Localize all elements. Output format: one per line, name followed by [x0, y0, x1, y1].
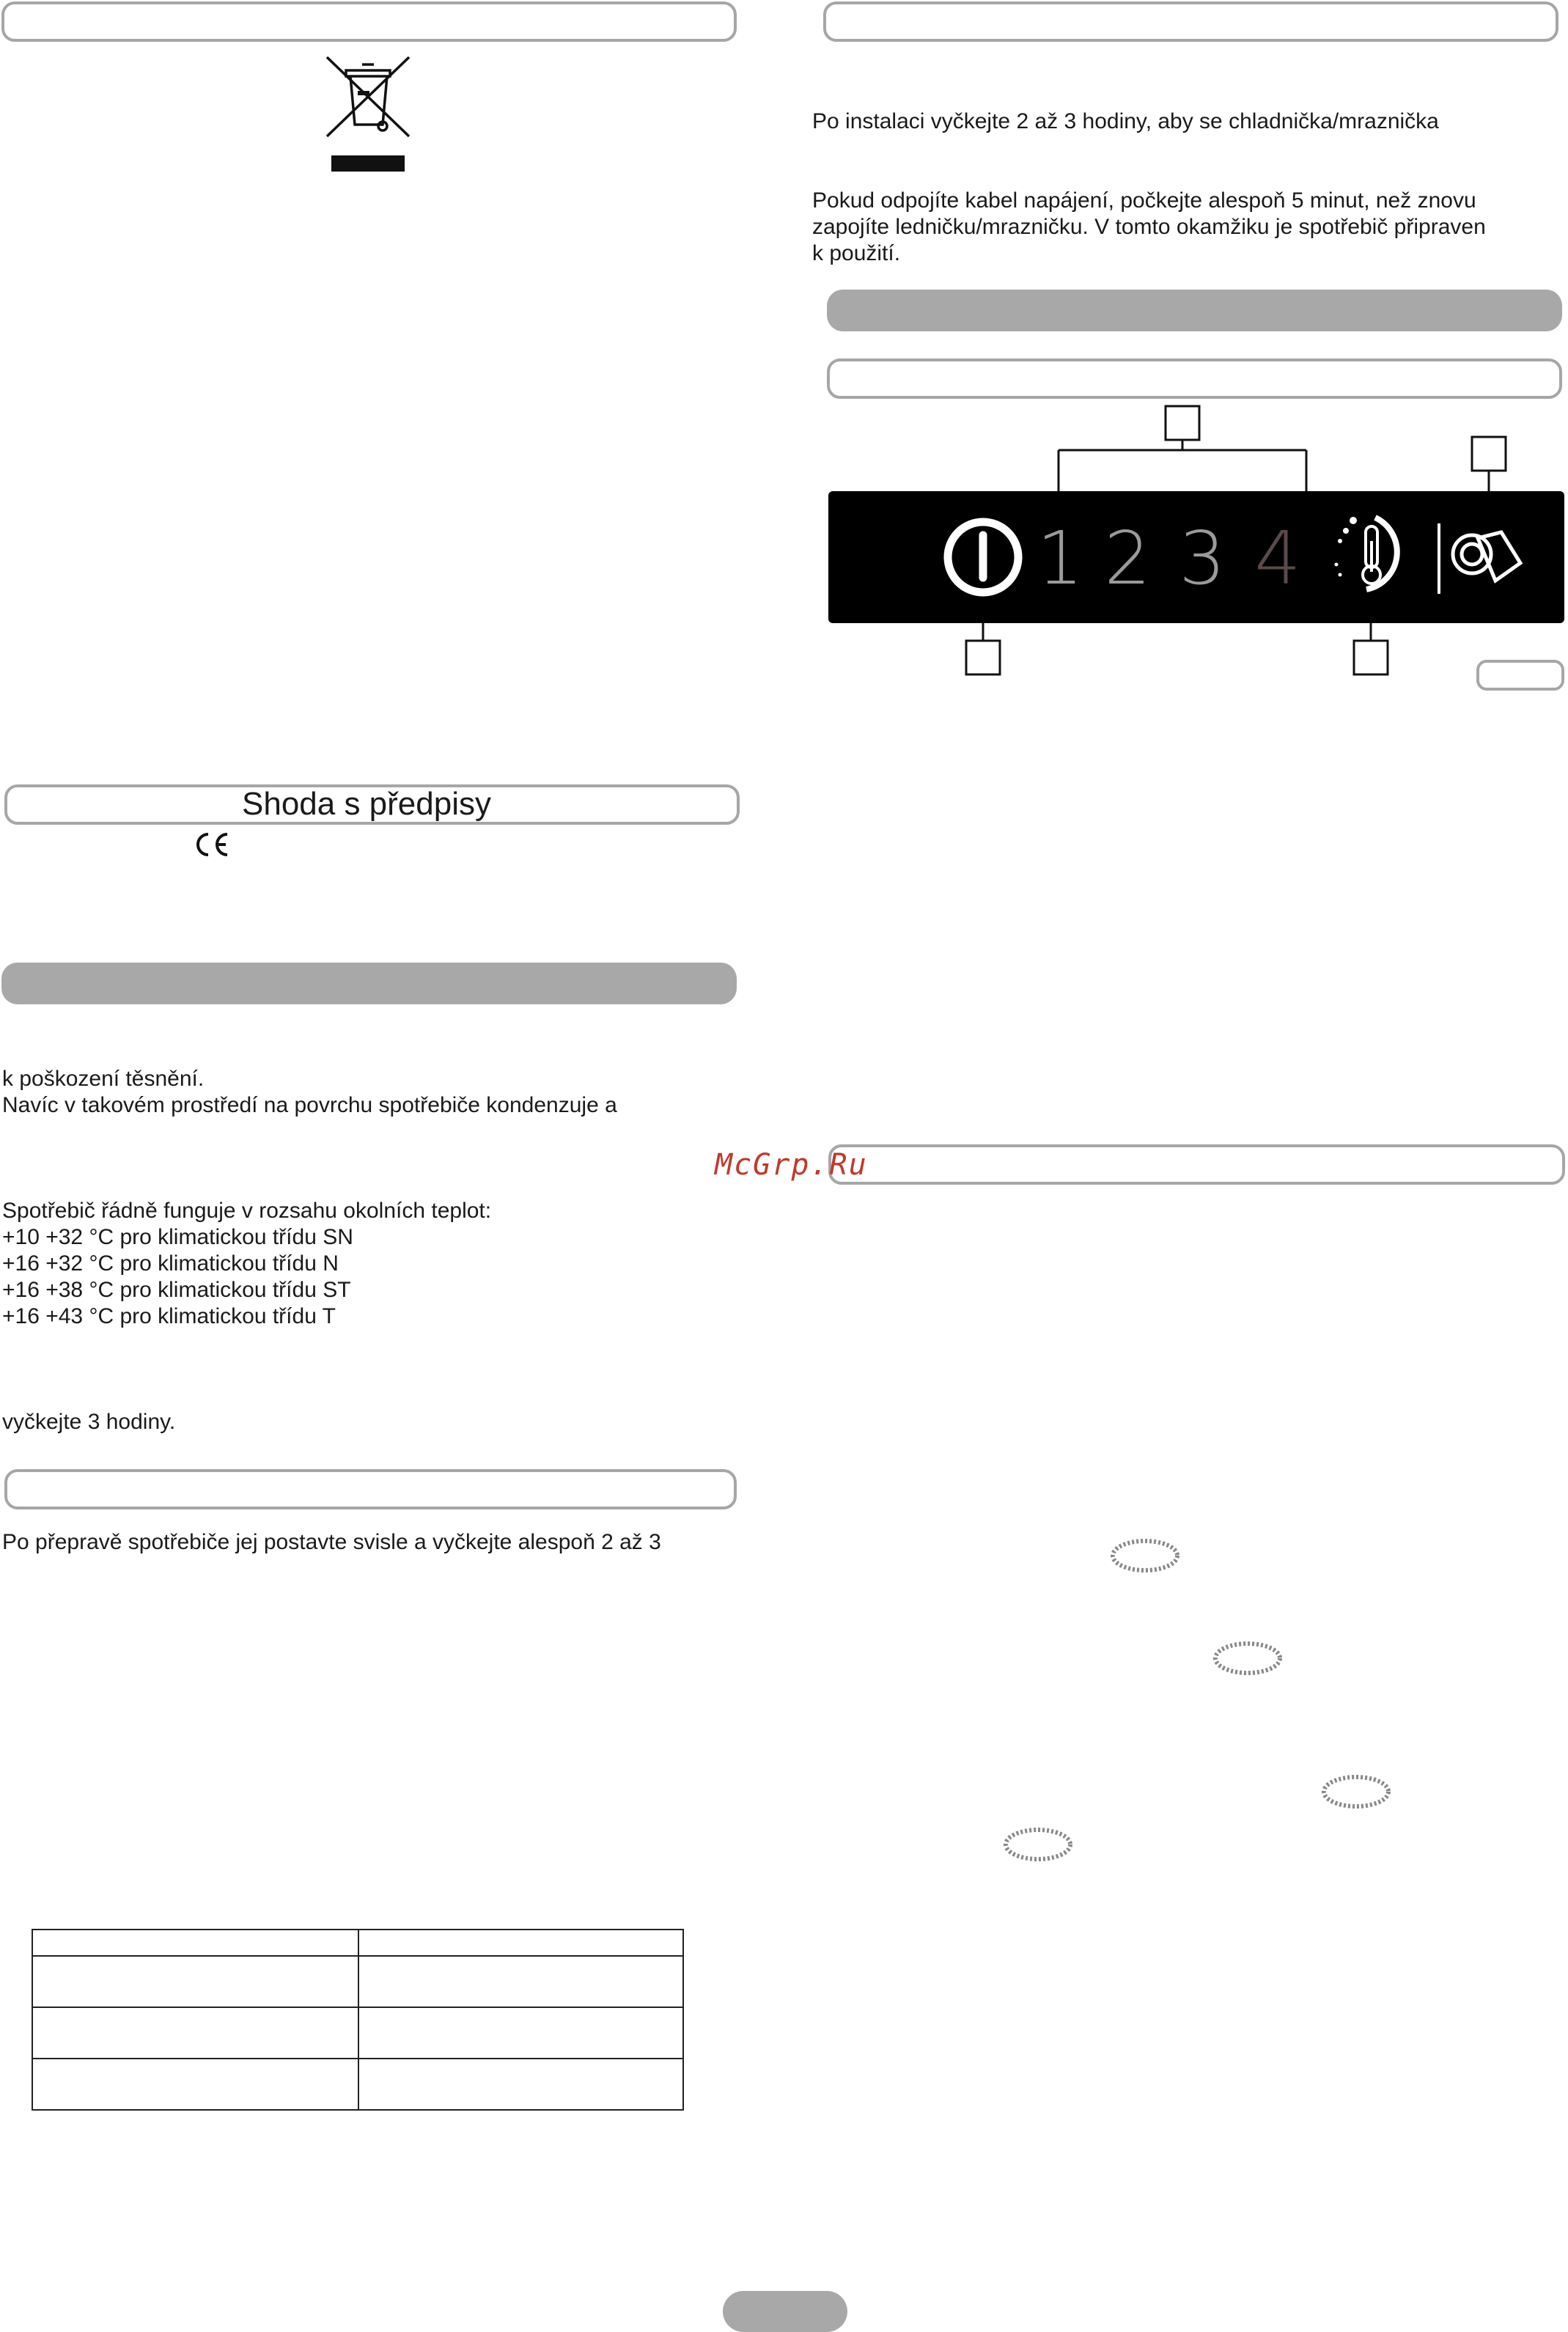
sparkle-badge-icon — [1107, 1535, 1183, 1580]
climate-line-3: +16 +32 °C pro klimatickou třídu N — [2, 1251, 339, 1276]
climate-line-5: +16 +43 °C pro klimatickou třídu T — [2, 1304, 336, 1328]
sealing-line-1: k poškození těsnění. — [2, 1067, 205, 1091]
wait-line: vyčkejte 3 hodiny. — [2, 1410, 176, 1434]
watermark: McGrp.Ru — [715, 1148, 868, 1182]
unplug-line-3: k použití. — [812, 241, 901, 265]
right-subheading-bar — [827, 358, 1562, 399]
sparkle-badge-icon — [1318, 1771, 1394, 1816]
panel-digit-2: 2 — [1104, 515, 1151, 601]
climate-line-4: +16 +38 °C pro klimatickou třídu ST — [2, 1278, 351, 1302]
unplug-line-1: Pokud odpojíte kabel napájení, počkejte alespoň 5 minut, než znovu — [812, 188, 1476, 213]
panel-digit-1: 1 — [1037, 515, 1083, 601]
wheelie-bin-crossed-icon — [323, 54, 413, 173]
page-number-pill — [723, 2291, 847, 2332]
regulation-heading: Shoda s předpisy — [242, 786, 491, 822]
table-cell — [358, 1956, 683, 2007]
empty-table — [32, 1929, 684, 2111]
table-cell — [32, 2059, 358, 2110]
transport-line: Po přepravě spotřebiče jej postavte svisle a vyčkejte alespoň 2 až 3 — [2, 1530, 661, 1554]
climate-line-1: Spotřebič řádně funguje v rozsahu okolních teplot: — [2, 1199, 492, 1223]
left-section-bar — [1, 963, 737, 1004]
right-lower-heading-bar — [828, 1144, 1565, 1185]
transport-heading-bar — [4, 1469, 737, 1509]
table-cell — [358, 2007, 683, 2059]
install-line: Po instalaci vyčkejte 2 až 3 hodiny, aby se chladnička/mraznička — [812, 109, 1439, 133]
ce-mark-icon — [192, 830, 230, 859]
panel-digit-4: 4 — [1254, 515, 1301, 601]
table-cell — [32, 1956, 358, 2007]
sparkle-badge-icon — [1210, 1638, 1286, 1682]
table-cell — [32, 2007, 358, 2059]
unplug-line-2: zapojíte ledničku/mrazničku. V tomto okamžiku je spotřebič připraven — [812, 215, 1486, 239]
right-section-bar — [827, 290, 1562, 331]
table-cell — [358, 1930, 683, 1956]
table-cell — [32, 1930, 358, 1956]
table-cell — [358, 2059, 683, 2110]
control-panel-diagram — [827, 402, 1568, 682]
sealing-line-2: Navíc v takovém prostředí na povrchu spotřebiče kondenzuje a — [2, 1093, 617, 1117]
left-top-header-bar — [1, 1, 737, 42]
sparkle-badge-icon — [1000, 1824, 1076, 1869]
diagram-label-pill — [1476, 660, 1564, 691]
climate-line-2: +10 +32 °C pro klimatickou třídu SN — [2, 1225, 353, 1249]
panel-digit-3: 3 — [1179, 515, 1226, 601]
right-top-header-bar — [823, 1, 1558, 42]
